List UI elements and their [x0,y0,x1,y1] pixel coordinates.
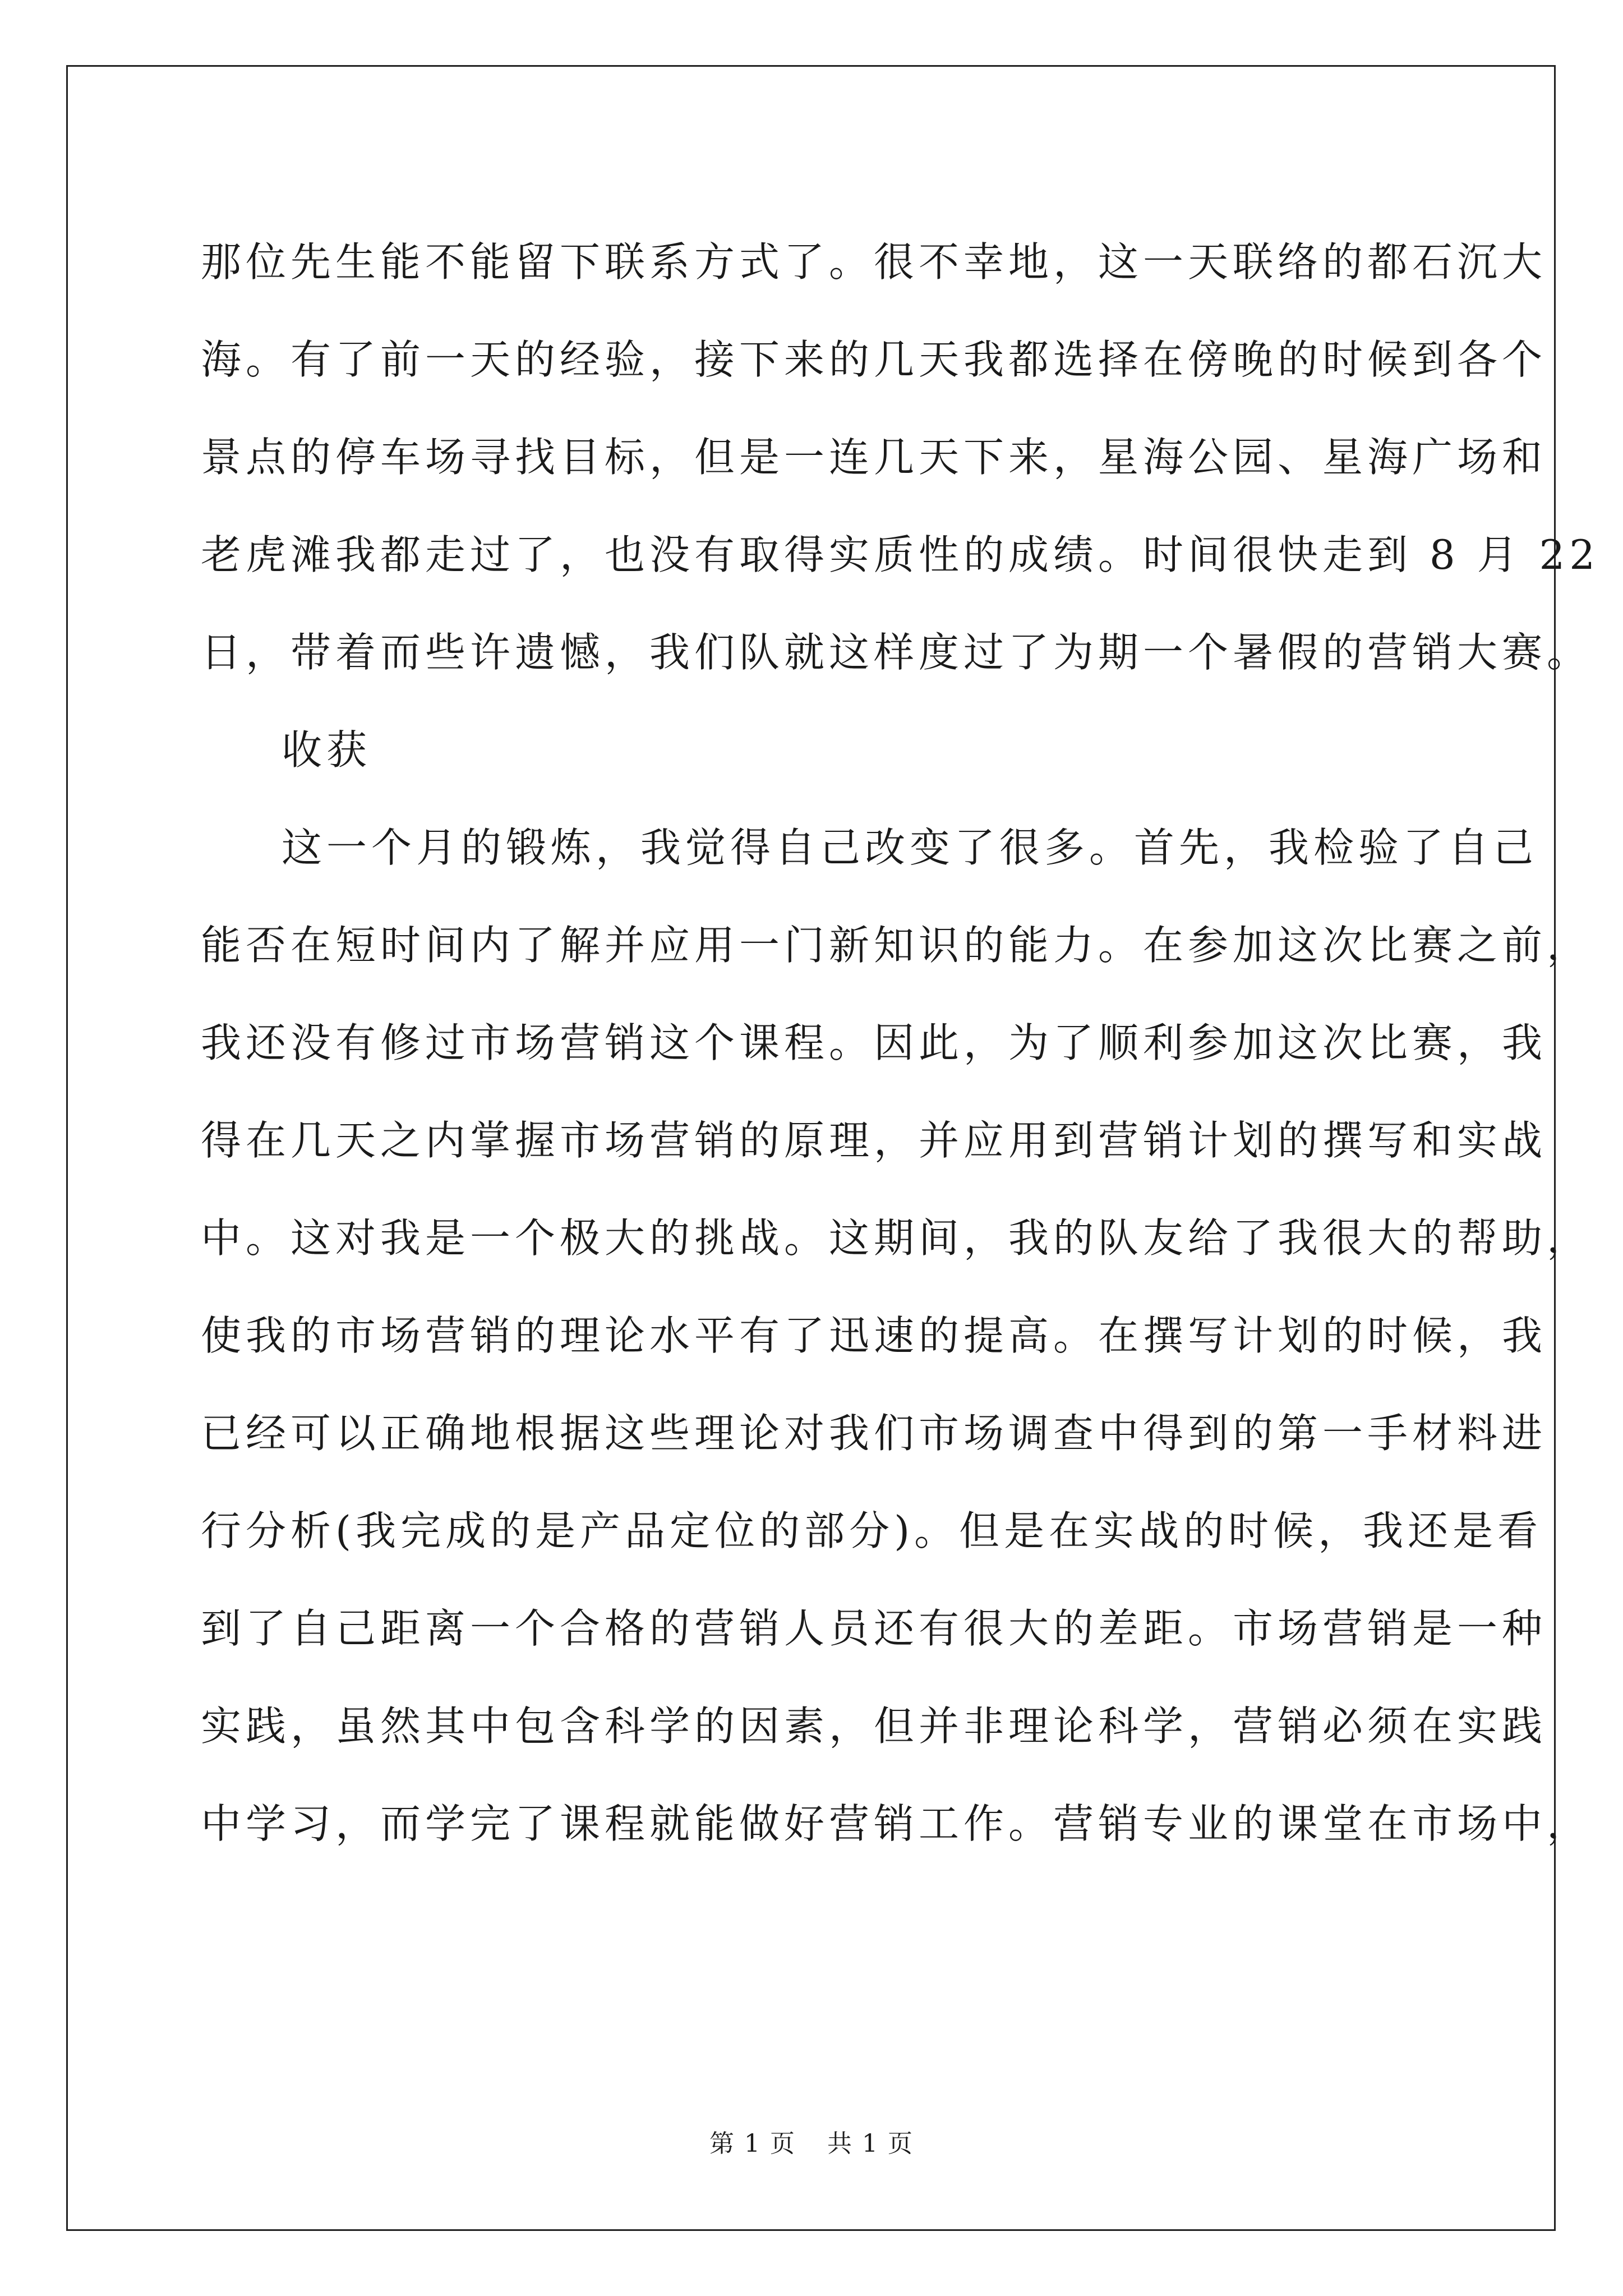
text-line-12: 使我的市场营销的理论水平有了迅速的提高。在撰写计划的时候，我 [201,1312,1547,1359]
text-line-14: 行分析(我完成的是产品定位的部分)。但是在实战的时候，我还是看 [201,1507,1543,1554]
page-number-current: 第 1 页 [709,2129,796,2158]
text-line-8: 能否在短时间内了解并应用一门新知识的能力。在参加这次比赛之前， [201,922,1592,969]
page-number-total: 共 1 页 [827,2129,914,2158]
text-line-17: 中学习，而学完了课程就能做好营销工作。营销专业的课堂在市场中， [201,1800,1592,1847]
document-body [201,213,1600,1872]
text-line-7: 这一个月的锻炼，我觉得自己改变了很多。首先，我检验了自己 [282,824,1538,871]
text-line-15: 到了自己距离一个合格的营销人员还有很大的差距。市场营销是一种 [201,1605,1547,1652]
text-line-10: 得在几天之内掌握市场营销的原理，并应用到营销计划的撰写和实战 [201,1117,1547,1164]
text-line-13: 已经可以正确地根据这些理论对我们市场调查中得到的第一手材料进 [201,1410,1547,1457]
text-line-11: 中。这对我是一个极大的挑战。这期间，我的队友给了我很大的帮助， [201,1214,1592,1262]
text-line-5: 日，带着而些许遗憾，我们队就这样度过了为期一个暑假的营销大赛。 [201,629,1592,676]
text-line-2: 海。有了前一天的经验，接下来的几天我都选择在傍晚的时候到各个 [201,336,1547,383]
text-line-4: 老虎滩我都走过了，也没有取得实质性的成绩。时间很快走到 8 月 22 [201,531,1600,578]
text-line-3: 景点的停车场寻找目标，但是一连几天下来，星海公园、星海广场和 [201,434,1547,481]
page-footer [0,2127,1623,2161]
section-heading: 收获 [282,726,372,774]
text-line-9: 我还没有修过市场营销这个课程。因此，为了顺利参加这次比赛，我 [201,1019,1547,1066]
text-line-16: 实践，虽然其中包含科学的因素，但并非理论科学，营销必须在实践 [201,1703,1547,1750]
text-line-1: 那位先生能不能留下联系方式了。很不幸地，这一天联络的都石沉大 [201,238,1547,286]
